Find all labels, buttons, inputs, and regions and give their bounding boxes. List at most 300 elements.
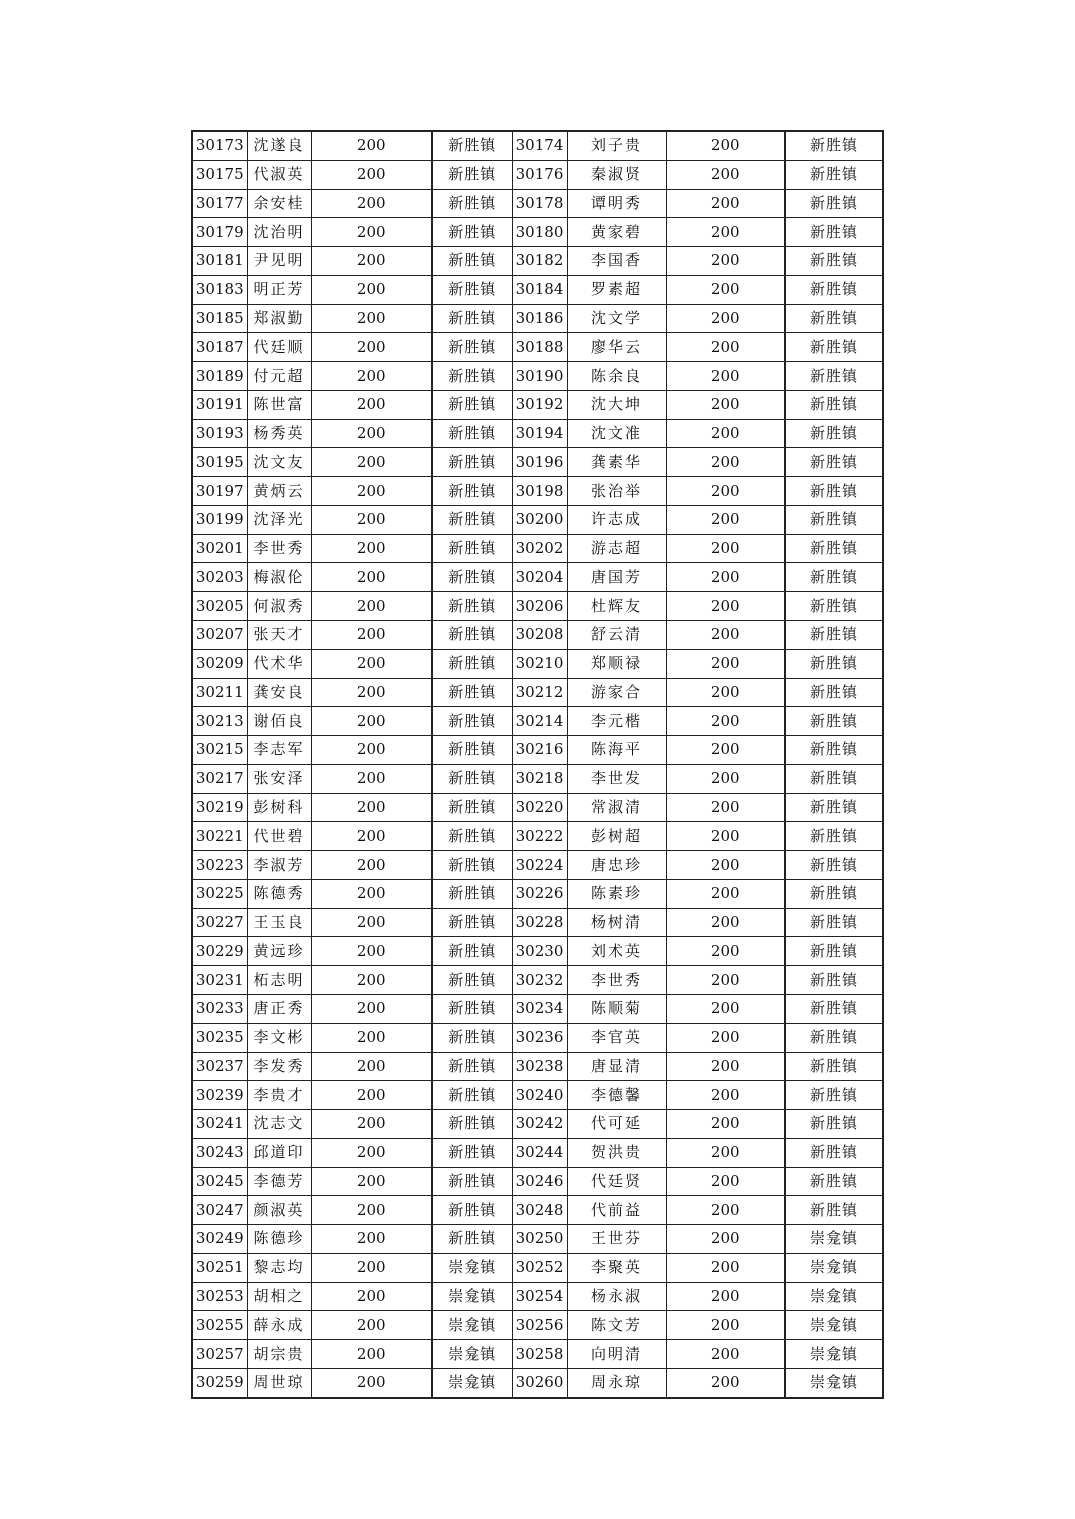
name-cell: 谭明秀 bbox=[567, 189, 666, 218]
id-cell: 30175 bbox=[192, 160, 247, 189]
amount-cell: 200 bbox=[666, 994, 785, 1023]
name-cell: 薛永成 bbox=[247, 1311, 311, 1340]
id-cell: 30191 bbox=[192, 390, 247, 419]
amount-cell: 200 bbox=[311, 1340, 432, 1369]
name-cell: 龚安良 bbox=[247, 678, 311, 707]
name-cell: 李志军 bbox=[247, 736, 311, 765]
id-cell: 30216 bbox=[512, 736, 567, 765]
town-cell: 新胜镇 bbox=[432, 1023, 512, 1052]
id-cell: 30218 bbox=[512, 764, 567, 793]
town-cell: 新胜镇 bbox=[785, 707, 883, 736]
amount-cell: 200 bbox=[666, 1138, 785, 1167]
name-cell: 唐国芳 bbox=[567, 563, 666, 592]
town-cell: 新胜镇 bbox=[432, 505, 512, 534]
town-cell: 新胜镇 bbox=[432, 793, 512, 822]
table-row bbox=[192, 1253, 883, 1282]
town-cell: 新胜镇 bbox=[785, 851, 883, 880]
amount-cell: 200 bbox=[666, 534, 785, 563]
table-row bbox=[192, 1023, 883, 1052]
amount-cell: 200 bbox=[666, 879, 785, 908]
town-cell: 新胜镇 bbox=[785, 793, 883, 822]
name-cell: 杨树清 bbox=[567, 908, 666, 937]
table-row bbox=[192, 131, 883, 160]
town-cell: 新胜镇 bbox=[785, 477, 883, 506]
amount-cell: 200 bbox=[311, 505, 432, 534]
id-cell: 30186 bbox=[512, 304, 567, 333]
table-row bbox=[192, 736, 883, 765]
table-row bbox=[192, 994, 883, 1023]
town-cell: 新胜镇 bbox=[432, 390, 512, 419]
amount-cell: 200 bbox=[666, 1052, 785, 1081]
name-cell: 陈德秀 bbox=[247, 879, 311, 908]
name-cell: 许志成 bbox=[567, 505, 666, 534]
amount-cell: 200 bbox=[311, 1052, 432, 1081]
id-cell: 30213 bbox=[192, 707, 247, 736]
amount-cell: 200 bbox=[311, 390, 432, 419]
id-cell: 30260 bbox=[512, 1368, 567, 1397]
id-cell: 30212 bbox=[512, 678, 567, 707]
name-cell: 张治举 bbox=[567, 477, 666, 506]
town-cell: 新胜镇 bbox=[432, 333, 512, 362]
amount-cell: 200 bbox=[311, 477, 432, 506]
amount-cell: 200 bbox=[311, 1110, 432, 1139]
id-cell: 30204 bbox=[512, 563, 567, 592]
name-cell: 龚素华 bbox=[567, 448, 666, 477]
id-cell: 30255 bbox=[192, 1311, 247, 1340]
amount-cell: 200 bbox=[666, 563, 785, 592]
town-cell: 新胜镇 bbox=[432, 1196, 512, 1225]
table-row bbox=[192, 189, 883, 218]
id-cell: 30196 bbox=[512, 448, 567, 477]
id-cell: 30200 bbox=[512, 505, 567, 534]
town-cell: 新胜镇 bbox=[432, 534, 512, 563]
id-cell: 30184 bbox=[512, 275, 567, 304]
table-row bbox=[192, 678, 883, 707]
town-cell: 新胜镇 bbox=[785, 966, 883, 995]
amount-cell: 200 bbox=[311, 1023, 432, 1052]
town-cell: 新胜镇 bbox=[432, 764, 512, 793]
amount-cell: 200 bbox=[311, 764, 432, 793]
town-cell: 新胜镇 bbox=[432, 1138, 512, 1167]
amount-cell: 200 bbox=[311, 189, 432, 218]
id-cell: 30249 bbox=[192, 1225, 247, 1254]
table-row bbox=[192, 822, 883, 851]
town-cell: 新胜镇 bbox=[785, 1081, 883, 1110]
name-cell: 梅淑伦 bbox=[247, 563, 311, 592]
id-cell: 30192 bbox=[512, 390, 567, 419]
amount-cell: 200 bbox=[666, 1368, 785, 1397]
amount-cell: 200 bbox=[311, 649, 432, 678]
id-cell: 30195 bbox=[192, 448, 247, 477]
amount-cell: 200 bbox=[311, 1081, 432, 1110]
town-cell: 新胜镇 bbox=[432, 247, 512, 276]
name-cell: 沈治明 bbox=[247, 218, 311, 247]
amount-cell: 200 bbox=[666, 189, 785, 218]
town-cell: 新胜镇 bbox=[785, 994, 883, 1023]
table-row bbox=[192, 764, 883, 793]
name-cell: 李聚英 bbox=[567, 1253, 666, 1282]
amount-cell: 200 bbox=[666, 678, 785, 707]
id-cell: 30178 bbox=[512, 189, 567, 218]
id-cell: 30229 bbox=[192, 937, 247, 966]
id-cell: 30179 bbox=[192, 218, 247, 247]
amount-cell: 200 bbox=[311, 160, 432, 189]
amount-cell: 200 bbox=[666, 908, 785, 937]
amount-cell: 200 bbox=[311, 218, 432, 247]
town-cell: 新胜镇 bbox=[432, 908, 512, 937]
amount-cell: 200 bbox=[311, 966, 432, 995]
id-cell: 30173 bbox=[192, 131, 247, 160]
name-cell: 黄炳云 bbox=[247, 477, 311, 506]
name-cell: 李淑芳 bbox=[247, 851, 311, 880]
name-cell: 柘志明 bbox=[247, 966, 311, 995]
table-row bbox=[192, 362, 883, 391]
id-cell: 30234 bbox=[512, 994, 567, 1023]
amount-cell: 200 bbox=[666, 1196, 785, 1225]
name-cell: 王玉良 bbox=[247, 908, 311, 937]
id-cell: 30188 bbox=[512, 333, 567, 362]
amount-cell: 200 bbox=[666, 649, 785, 678]
amount-cell: 200 bbox=[666, 1340, 785, 1369]
name-cell: 彭树科 bbox=[247, 793, 311, 822]
table-row bbox=[192, 649, 883, 678]
table-row bbox=[192, 908, 883, 937]
amount-cell: 200 bbox=[311, 1196, 432, 1225]
name-cell: 李官英 bbox=[567, 1023, 666, 1052]
town-cell: 新胜镇 bbox=[432, 160, 512, 189]
id-cell: 30210 bbox=[512, 649, 567, 678]
town-cell: 新胜镇 bbox=[785, 563, 883, 592]
amount-cell: 200 bbox=[666, 736, 785, 765]
table-row bbox=[192, 1225, 883, 1254]
name-cell: 李发秀 bbox=[247, 1052, 311, 1081]
id-cell: 30205 bbox=[192, 592, 247, 621]
name-cell: 尹见明 bbox=[247, 247, 311, 276]
amount-cell: 200 bbox=[666, 304, 785, 333]
town-cell: 新胜镇 bbox=[785, 419, 883, 448]
amount-cell: 200 bbox=[311, 419, 432, 448]
amount-cell: 200 bbox=[666, 1225, 785, 1254]
id-cell: 30183 bbox=[192, 275, 247, 304]
town-cell: 崇龛镇 bbox=[432, 1311, 512, 1340]
id-cell: 30182 bbox=[512, 247, 567, 276]
amount-cell: 200 bbox=[666, 160, 785, 189]
name-cell: 沈大坤 bbox=[567, 390, 666, 419]
table-row bbox=[192, 1311, 883, 1340]
town-cell: 崇龛镇 bbox=[432, 1282, 512, 1311]
name-cell: 彭树超 bbox=[567, 822, 666, 851]
table-row bbox=[192, 879, 883, 908]
amount-cell: 200 bbox=[666, 966, 785, 995]
town-cell: 新胜镇 bbox=[432, 822, 512, 851]
amount-cell: 200 bbox=[311, 822, 432, 851]
amount-cell: 200 bbox=[666, 764, 785, 793]
town-cell: 新胜镇 bbox=[785, 534, 883, 563]
name-cell: 李世秀 bbox=[567, 966, 666, 995]
amount-cell: 200 bbox=[311, 908, 432, 937]
id-cell: 30185 bbox=[192, 304, 247, 333]
id-cell: 30241 bbox=[192, 1110, 247, 1139]
id-cell: 30208 bbox=[512, 621, 567, 650]
table-row bbox=[192, 851, 883, 880]
town-cell: 新胜镇 bbox=[432, 275, 512, 304]
id-cell: 30228 bbox=[512, 908, 567, 937]
table-row bbox=[192, 1138, 883, 1167]
name-cell: 郑顺禄 bbox=[567, 649, 666, 678]
amount-cell: 200 bbox=[311, 937, 432, 966]
amount-cell: 200 bbox=[666, 1167, 785, 1196]
amount-cell: 200 bbox=[311, 448, 432, 477]
town-cell: 新胜镇 bbox=[432, 362, 512, 391]
amount-cell: 200 bbox=[311, 304, 432, 333]
id-cell: 30215 bbox=[192, 736, 247, 765]
id-cell: 30243 bbox=[192, 1138, 247, 1167]
id-cell: 30219 bbox=[192, 793, 247, 822]
id-cell: 30232 bbox=[512, 966, 567, 995]
amount-cell: 200 bbox=[311, 131, 432, 160]
name-cell: 廖华云 bbox=[567, 333, 666, 362]
id-cell: 30194 bbox=[512, 419, 567, 448]
name-cell: 郑淑勤 bbox=[247, 304, 311, 333]
name-cell: 沈文准 bbox=[567, 419, 666, 448]
amount-cell: 200 bbox=[666, 1110, 785, 1139]
amount-cell: 200 bbox=[311, 1282, 432, 1311]
amount-cell: 200 bbox=[311, 1138, 432, 1167]
amount-cell: 200 bbox=[311, 275, 432, 304]
name-cell: 沈文友 bbox=[247, 448, 311, 477]
id-cell: 30190 bbox=[512, 362, 567, 391]
amount-cell: 200 bbox=[666, 793, 785, 822]
town-cell: 新胜镇 bbox=[432, 419, 512, 448]
name-cell: 唐忠珍 bbox=[567, 851, 666, 880]
id-cell: 30251 bbox=[192, 1253, 247, 1282]
id-cell: 30230 bbox=[512, 937, 567, 966]
id-cell: 30220 bbox=[512, 793, 567, 822]
name-cell: 李国香 bbox=[567, 247, 666, 276]
town-cell: 新胜镇 bbox=[785, 1110, 883, 1139]
town-cell: 新胜镇 bbox=[432, 218, 512, 247]
name-cell: 游志超 bbox=[567, 534, 666, 563]
town-cell: 新胜镇 bbox=[785, 304, 883, 333]
amount-cell: 200 bbox=[666, 1282, 785, 1311]
name-cell: 付元超 bbox=[247, 362, 311, 391]
name-cell: 杜辉友 bbox=[567, 592, 666, 621]
town-cell: 新胜镇 bbox=[785, 678, 883, 707]
id-cell: 30224 bbox=[512, 851, 567, 880]
town-cell: 新胜镇 bbox=[785, 736, 883, 765]
name-cell: 沈泽光 bbox=[247, 505, 311, 534]
name-cell: 杨秀英 bbox=[247, 419, 311, 448]
town-cell: 新胜镇 bbox=[432, 448, 512, 477]
amount-cell: 200 bbox=[666, 275, 785, 304]
amount-cell: 200 bbox=[666, 1023, 785, 1052]
town-cell: 崇龛镇 bbox=[785, 1368, 883, 1397]
id-cell: 30259 bbox=[192, 1368, 247, 1397]
table-row bbox=[192, 218, 883, 247]
id-cell: 30244 bbox=[512, 1138, 567, 1167]
id-cell: 30227 bbox=[192, 908, 247, 937]
name-cell: 舒云清 bbox=[567, 621, 666, 650]
table-row bbox=[192, 937, 883, 966]
id-cell: 30240 bbox=[512, 1081, 567, 1110]
town-cell: 新胜镇 bbox=[432, 937, 512, 966]
name-cell: 王世芬 bbox=[567, 1225, 666, 1254]
amount-cell: 200 bbox=[666, 362, 785, 391]
name-cell: 刘术英 bbox=[567, 937, 666, 966]
table-row bbox=[192, 563, 883, 592]
id-cell: 30177 bbox=[192, 189, 247, 218]
town-cell: 崇龛镇 bbox=[432, 1368, 512, 1397]
town-cell: 新胜镇 bbox=[432, 879, 512, 908]
name-cell: 张天才 bbox=[247, 621, 311, 650]
town-cell: 新胜镇 bbox=[432, 621, 512, 650]
table-row bbox=[192, 160, 883, 189]
id-cell: 30198 bbox=[512, 477, 567, 506]
name-cell: 李贵才 bbox=[247, 1081, 311, 1110]
town-cell: 新胜镇 bbox=[432, 649, 512, 678]
id-cell: 30242 bbox=[512, 1110, 567, 1139]
id-cell: 30197 bbox=[192, 477, 247, 506]
id-cell: 30237 bbox=[192, 1052, 247, 1081]
amount-cell: 200 bbox=[666, 1081, 785, 1110]
town-cell: 崇龛镇 bbox=[432, 1253, 512, 1282]
amount-cell: 200 bbox=[311, 1167, 432, 1196]
name-cell: 贺洪贵 bbox=[567, 1138, 666, 1167]
name-cell: 何淑秀 bbox=[247, 592, 311, 621]
name-cell: 代廷顺 bbox=[247, 333, 311, 362]
town-cell: 新胜镇 bbox=[785, 764, 883, 793]
amount-cell: 200 bbox=[666, 1311, 785, 1340]
name-cell: 颜淑英 bbox=[247, 1196, 311, 1225]
town-cell: 新胜镇 bbox=[785, 908, 883, 937]
amount-cell: 200 bbox=[311, 534, 432, 563]
amount-cell: 200 bbox=[666, 1253, 785, 1282]
id-cell: 30239 bbox=[192, 1081, 247, 1110]
town-cell: 新胜镇 bbox=[785, 218, 883, 247]
name-cell: 余安桂 bbox=[247, 189, 311, 218]
name-cell: 陈海平 bbox=[567, 736, 666, 765]
town-cell: 崇龛镇 bbox=[785, 1225, 883, 1254]
amount-cell: 200 bbox=[666, 477, 785, 506]
id-cell: 30217 bbox=[192, 764, 247, 793]
id-cell: 30257 bbox=[192, 1340, 247, 1369]
id-cell: 30248 bbox=[512, 1196, 567, 1225]
amount-cell: 200 bbox=[311, 592, 432, 621]
amount-cell: 200 bbox=[311, 1368, 432, 1397]
amount-cell: 200 bbox=[666, 448, 785, 477]
table-row bbox=[192, 1282, 883, 1311]
name-cell: 唐正秀 bbox=[247, 994, 311, 1023]
table-row bbox=[192, 304, 883, 333]
id-cell: 30222 bbox=[512, 822, 567, 851]
id-cell: 30174 bbox=[512, 131, 567, 160]
name-cell: 代廷贤 bbox=[567, 1167, 666, 1196]
name-cell: 张安泽 bbox=[247, 764, 311, 793]
table-row bbox=[192, 505, 883, 534]
amount-cell: 200 bbox=[666, 937, 785, 966]
town-cell: 新胜镇 bbox=[785, 275, 883, 304]
id-cell: 30223 bbox=[192, 851, 247, 880]
town-cell: 新胜镇 bbox=[432, 1167, 512, 1196]
town-cell: 新胜镇 bbox=[785, 879, 883, 908]
town-cell: 新胜镇 bbox=[785, 649, 883, 678]
name-cell: 代淑英 bbox=[247, 160, 311, 189]
amount-cell: 200 bbox=[666, 851, 785, 880]
name-cell: 陈德珍 bbox=[247, 1225, 311, 1254]
id-cell: 30201 bbox=[192, 534, 247, 563]
id-cell: 30187 bbox=[192, 333, 247, 362]
amount-cell: 200 bbox=[311, 1253, 432, 1282]
town-cell: 新胜镇 bbox=[432, 736, 512, 765]
name-cell: 明正芳 bbox=[247, 275, 311, 304]
table-row bbox=[192, 1167, 883, 1196]
roster-table bbox=[191, 130, 884, 1399]
town-cell: 新胜镇 bbox=[432, 304, 512, 333]
name-cell: 沈遂良 bbox=[247, 131, 311, 160]
id-cell: 30193 bbox=[192, 419, 247, 448]
town-cell: 新胜镇 bbox=[432, 563, 512, 592]
amount-cell: 200 bbox=[311, 1311, 432, 1340]
town-cell: 崇龛镇 bbox=[785, 1311, 883, 1340]
table-row bbox=[192, 793, 883, 822]
id-cell: 30247 bbox=[192, 1196, 247, 1225]
name-cell: 陈世富 bbox=[247, 390, 311, 419]
town-cell: 新胜镇 bbox=[432, 851, 512, 880]
id-cell: 30206 bbox=[512, 592, 567, 621]
name-cell: 代世碧 bbox=[247, 822, 311, 851]
amount-cell: 200 bbox=[311, 678, 432, 707]
town-cell: 崇龛镇 bbox=[785, 1282, 883, 1311]
table-row bbox=[192, 477, 883, 506]
table-row bbox=[192, 966, 883, 995]
id-cell: 30221 bbox=[192, 822, 247, 851]
name-cell: 黄家碧 bbox=[567, 218, 666, 247]
name-cell: 李元楷 bbox=[567, 707, 666, 736]
id-cell: 30238 bbox=[512, 1052, 567, 1081]
name-cell: 陈文芳 bbox=[567, 1311, 666, 1340]
id-cell: 30233 bbox=[192, 994, 247, 1023]
town-cell: 新胜镇 bbox=[785, 621, 883, 650]
amount-cell: 200 bbox=[311, 362, 432, 391]
name-cell: 代前益 bbox=[567, 1196, 666, 1225]
name-cell: 谢佰良 bbox=[247, 707, 311, 736]
amount-cell: 200 bbox=[311, 247, 432, 276]
table-row bbox=[192, 419, 883, 448]
name-cell: 沈志文 bbox=[247, 1110, 311, 1139]
town-cell: 新胜镇 bbox=[432, 966, 512, 995]
name-cell: 李世秀 bbox=[247, 534, 311, 563]
id-cell: 30245 bbox=[192, 1167, 247, 1196]
table-row bbox=[192, 1052, 883, 1081]
town-cell: 新胜镇 bbox=[432, 1081, 512, 1110]
town-cell: 新胜镇 bbox=[785, 1196, 883, 1225]
id-cell: 30180 bbox=[512, 218, 567, 247]
table-row bbox=[192, 247, 883, 276]
id-cell: 30189 bbox=[192, 362, 247, 391]
name-cell: 黄远珍 bbox=[247, 937, 311, 966]
amount-cell: 200 bbox=[666, 419, 785, 448]
town-cell: 新胜镇 bbox=[432, 678, 512, 707]
town-cell: 新胜镇 bbox=[785, 505, 883, 534]
amount-cell: 200 bbox=[311, 793, 432, 822]
id-cell: 30214 bbox=[512, 707, 567, 736]
town-cell: 新胜镇 bbox=[785, 131, 883, 160]
name-cell: 代术华 bbox=[247, 649, 311, 678]
town-cell: 新胜镇 bbox=[432, 592, 512, 621]
id-cell: 30203 bbox=[192, 563, 247, 592]
table-row bbox=[192, 621, 883, 650]
name-cell: 沈文学 bbox=[567, 304, 666, 333]
